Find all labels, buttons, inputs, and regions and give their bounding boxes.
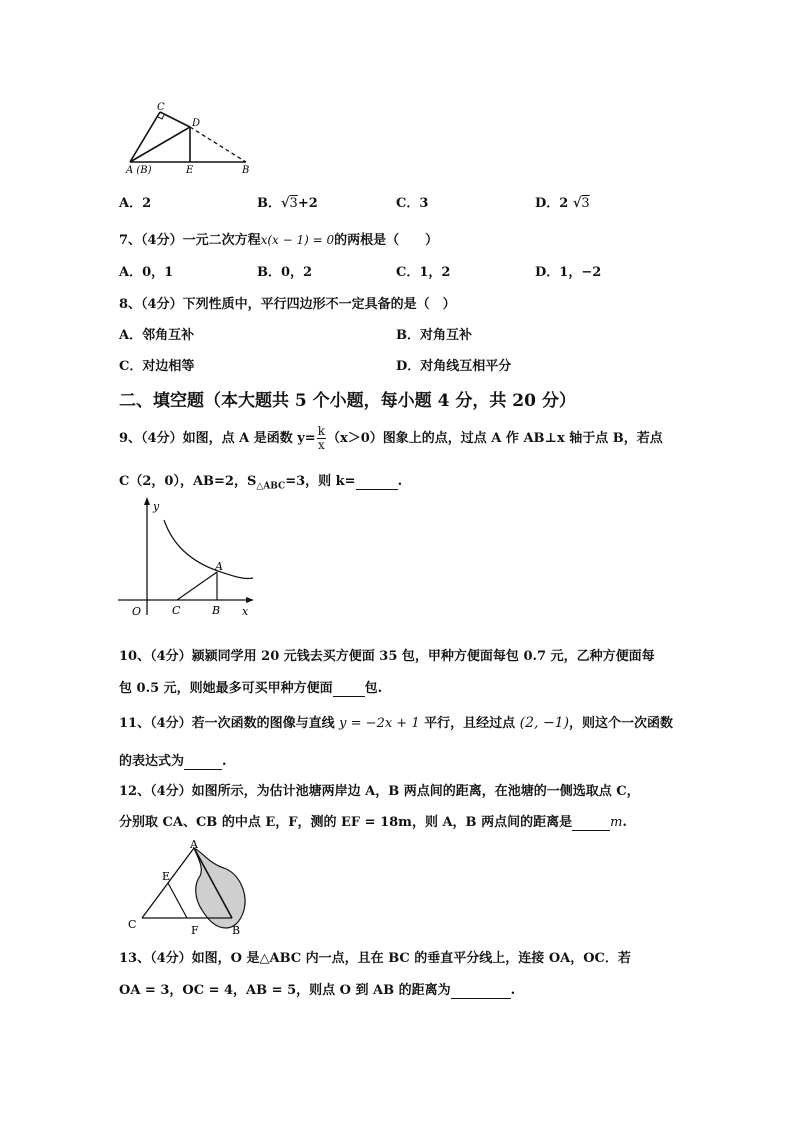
q6-segment-ad — [130, 127, 190, 162]
x-axis-arrow — [246, 597, 254, 603]
q8-option-c[interactable]: C．对边相等 — [119, 359, 195, 374]
q10-line2: 包 0.5 元，则她最多可买甲种方便面 包. — [119, 681, 383, 696]
sqrt-sign: √ — [281, 196, 290, 211]
q8-option-b[interactable]: B．对角互补 — [396, 328, 472, 343]
q6-option-a[interactable]: A．2 — [119, 196, 152, 211]
y-axis-label: y — [153, 500, 160, 513]
q7-option-c[interactable]: C．1，2 — [396, 265, 451, 280]
q9-answer-blank[interactable] — [356, 474, 398, 490]
y-axis-arrow — [144, 497, 150, 505]
q7-equation: x(x − 1) = 0 — [260, 233, 335, 247]
q6-option-b[interactable]: B．√3+2 — [257, 196, 318, 211]
q7-option-b[interactable]: B．0，2 — [257, 265, 313, 280]
q12-line1: 12、（4分）如图所示，为估计池塘两岸边 A，B 两点间的距离，在池塘的一侧选取点 C， — [119, 784, 640, 799]
q11-answer-blank[interactable] — [184, 754, 222, 770]
q12-label-c: C — [128, 918, 137, 931]
q10-line1: 10、（4分）颍颍同学用 20 元钱去买方便面 35 包，甲种方便面每包 0.7 元，乙种方便面每 — [119, 649, 655, 664]
point-b-label: B — [212, 604, 221, 617]
q9-graph — [118, 494, 258, 619]
q9-fraction: $\frac{k}{x}$ — [317, 424, 325, 452]
sqrt-sign: √ — [572, 196, 582, 211]
q8-option-a[interactable]: A．邻角互补 — [119, 328, 195, 343]
hyperbola-curve — [164, 520, 253, 579]
q6-label-c: C — [157, 102, 165, 113]
origin-label: O — [132, 605, 142, 618]
q9-line2: C（2，0），AB=2，$S_{\triangle ABC}=3$，则 k= . — [119, 474, 403, 492]
q6-label-d: D — [192, 118, 201, 129]
q6-dashed-db — [190, 127, 246, 162]
q6-option-c[interactable]: C．3 — [396, 196, 429, 211]
q6-right-angle-mark — [158, 115, 164, 119]
q13-answer-blank[interactable] — [451, 983, 511, 999]
q6-label-b: B — [242, 165, 250, 176]
point-a-label: A — [215, 560, 223, 573]
q12-label-f: F — [191, 924, 199, 937]
segment-ef — [168, 883, 187, 918]
q11-point: (2, −1) — [519, 715, 570, 731]
q6-option-d[interactable]: D．2 √3 — [535, 196, 590, 211]
q8-stem: 8、（4分）下列性质中，平行四边形不一定具备的是（ ） — [119, 297, 456, 312]
q7-option-d[interactable]: D．1，−2 — [535, 265, 602, 280]
segment-ca — [177, 572, 217, 600]
q7-option-a[interactable]: A．0，1 — [119, 265, 174, 280]
point-c-label: C — [172, 604, 181, 617]
q6-label-a: A (B) — [126, 165, 152, 176]
q12-answer-blank[interactable] — [572, 815, 610, 831]
q6-label-e: E — [186, 165, 194, 176]
q13-line1: 13、（4分）如图，O 是△ABC 内一点，且在 BC 的垂直平分线上，连接 OA，OC．若 — [119, 951, 631, 966]
pond-shape — [194, 848, 245, 928]
q6-segment-cd — [160, 112, 190, 127]
q8-option-d[interactable]: D．对角线互相平分 — [396, 359, 512, 374]
q11-line1: 11、（4分）若一次函数的图像与直线 y = −2x + 1 平行，且经过点 (2, −1)，则这个一次函数 — [119, 715, 674, 731]
q12-label-e: E — [162, 870, 171, 883]
section-title: 二、填空题（本大题共 5 个小题，每小题 4 分，共 20 分） — [119, 391, 576, 411]
q11-line2: 的表达式为 . — [119, 754, 227, 769]
q13-line2: OA = 3，OC = 4，AB = 5，则点 O 到 AB 的距离为 . — [119, 983, 516, 998]
q12-figure — [128, 838, 258, 938]
q12-label-a: A — [190, 838, 198, 851]
q6-figure — [118, 100, 258, 178]
q9-line1: 9、（4分）如图，点 A 是函数 y= $\frac{k}{x}$ （x＞0）图象上的点，过点 A 作 AB⊥x 轴于点 B，若点 — [119, 424, 663, 452]
x-axis-label: x — [242, 605, 249, 618]
q12-line2: 分别取 CA、CB 的中点 E，F，测的 EF = 18m，则 A，B 两点间的距离是 m. — [119, 815, 627, 830]
q6-segment-ca — [130, 112, 160, 162]
q12-label-b: B — [232, 924, 241, 937]
q10-answer-blank[interactable] — [333, 681, 365, 697]
q11-line-equation: y = −2x + 1 — [339, 716, 420, 731]
q7-stem: 7、（4分）一元二次方程x(x − 1) = 0的两根是（ ） — [119, 233, 439, 248]
